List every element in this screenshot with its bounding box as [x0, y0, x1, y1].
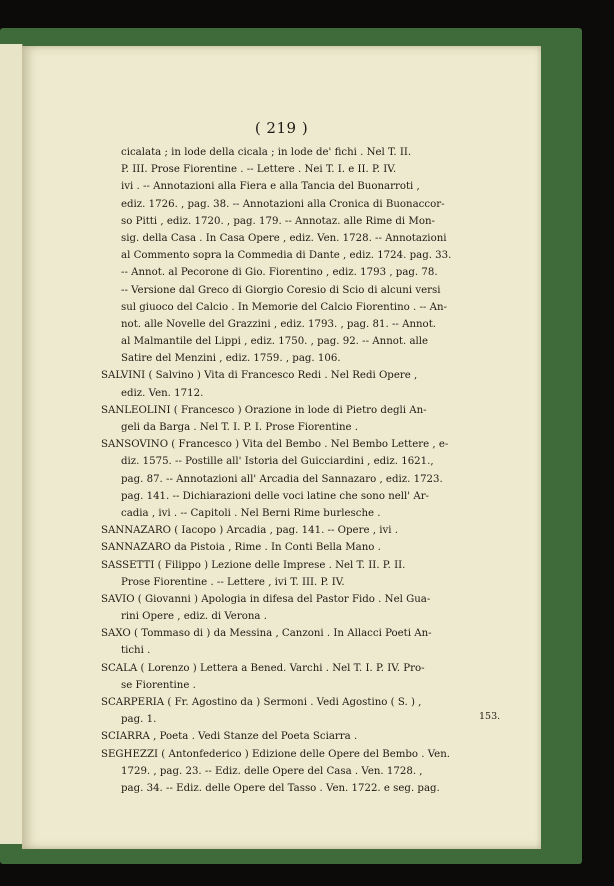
text-line: ediz. 1726. , pag. 38. -- Annotazioni alla Cronica di Buonaccor- — [121, 198, 445, 210]
text-line: 1729. , pag. 23. -- Ediz. delle Opere del Casa . Ven. 1728. , — [121, 765, 423, 777]
text-line: SANLEOLINI ( Francesco ) Orazione in lode di Pietro degli An- — [101, 404, 427, 416]
text-line: SCARPERIA ( Fr. Agostino da ) Sermoni . Vedi Agostino ( S. ) , — [101, 697, 422, 708]
text-line: P. III. Prose Fiorentine . -- Lettere . Nei T. I. e II. P. IV. — [121, 164, 397, 176]
text-line: SCIARRA , Poeta . Vedi Stanze del Poeta Sciarra . — [101, 731, 358, 743]
bibliography-entry — [101, 728, 501, 745]
text-line: al Commento sopra la Commedia di Dante , ediz. 1724. pag. 33. — [121, 250, 452, 262]
bibliography-entry — [101, 694, 501, 728]
text-line: rini Opere , ediz. di Verona . — [121, 611, 267, 623]
bibliography-entry — [101, 367, 501, 401]
text-line: Prose Fiorentine . -- Lettere , ivi T. III. P. IV. — [121, 576, 345, 588]
text-line: SANSOVINO ( Francesco ) Vita del Bembo . Nel Bembo Lettere , e- — [101, 439, 449, 451]
text-line: SAVIO ( Giovanni ) Apologia in difesa del Pastor Fido . Nel Gua- — [101, 593, 431, 605]
left-page-edge — [0, 44, 23, 844]
text-line: geli da Barga . Nel T. I. P. I. Prose Fiorentine . — [121, 422, 359, 433]
page-number: ( 219 ) — [254, 119, 309, 137]
text-line: pag. 34. -- Ediz. delle Opere del Tasso . Ven. 1722. e seg. pag. — [121, 782, 440, 794]
text-line: ivi . -- Annotazioni alla Fiera e alla Tancia del Buonarroti , — [121, 181, 420, 193]
text-line: SANNAZARO da Pistoia , Rime . In Conti Bella Mano . — [101, 542, 381, 554]
text-line: not. alle Novelle del Grazzini , ediz. 1793. , pag. 81. -- Annot. — [121, 318, 437, 330]
text-line: SCALA ( Lorenzo ) Lettera a Bened. Varchi . Nel T. I. P. IV. Pro- — [101, 662, 425, 674]
text-line: so Pitti , ediz. 1720. , pag. 179. -- Annotaz. alle Rime di Mon- — [121, 215, 435, 227]
text-line: SEGHEZZI ( Antonfederico ) Edizione delle Opere del Bembo . Ven. — [101, 748, 451, 760]
bibliography-entry — [101, 557, 501, 591]
text-line: se Fiorentine . — [121, 679, 196, 691]
text-line: pag. 141. -- Dichiarazioni delle voci latine che sono nell' Ar- — [121, 490, 430, 502]
bibliography-entry — [101, 522, 501, 539]
bibliography-entry — [101, 746, 501, 798]
text-line: cadia , ivi . -- Capitoli . Nel Berni Rime burlesche . — [121, 507, 381, 519]
bibliography-entry — [101, 539, 501, 556]
bibliography-entry — [101, 625, 501, 659]
text-line: SASSETTI ( Filippo ) Lezione delle Imprese . Nel T. II. P. II. — [101, 559, 406, 571]
bibliography-entry — [101, 436, 501, 522]
bibliography-entry — [101, 591, 501, 625]
text-line: SANNAZARO ( Iacopo ) Arcadia , pag. 141. -- Opere , ivi . — [101, 525, 398, 537]
bibliography-entry — [101, 144, 501, 367]
text-line: cicalata ; in lode della cicala ; in lode de' fichi . Nel T. II. — [121, 147, 412, 158]
text-line: tichi . — [121, 645, 151, 657]
text-line: sul giuoco del Calcio . In Memorie del Calcio Fiorentino . -- An- — [121, 301, 447, 313]
page-text — [101, 144, 501, 797]
text-line: -- Annot. al Pecorone di Gio. Fiorentino , ediz. 1793 , pag. 78. — [121, 267, 438, 279]
text-line: pag. 1. — [121, 714, 157, 726]
text-line: pag. 87. -- Annotazioni all' Arcadia del Sannazaro , ediz. 1723. — [121, 473, 443, 485]
text-line: ediz. Ven. 1712. — [121, 387, 204, 399]
text-line: Satire del Menzini , ediz. 1759. , pag. 106. — [121, 353, 341, 365]
text-line: -- Versione dal Greco di Giorgio Coresio di Scio di alcuni versi — [121, 284, 441, 296]
bibliography-entry — [101, 402, 501, 436]
text-line: SAXO ( Tommaso di ) da Messina , Canzoni . In Allacci Poeti An- — [101, 628, 432, 640]
bibliography-entry — [101, 660, 501, 694]
book-page — [22, 46, 541, 849]
text-line: diz. 1575. -- Postille all' Istoria del Guicciardini , ediz. 1621., — [121, 456, 434, 468]
text-line: sig. della Casa . In Casa Opere , ediz. Ven. 1728. -- Annotazioni — [121, 232, 447, 244]
text-line: al Malmantile del Lippi , ediz. 1750. , pag. 92. -- Annot. alle — [121, 336, 429, 348]
catchword: 153. — [479, 711, 501, 722]
text-line: SALVINI ( Salvino ) Vita di Francesco Redi . Nel Redi Opere , — [101, 370, 418, 382]
